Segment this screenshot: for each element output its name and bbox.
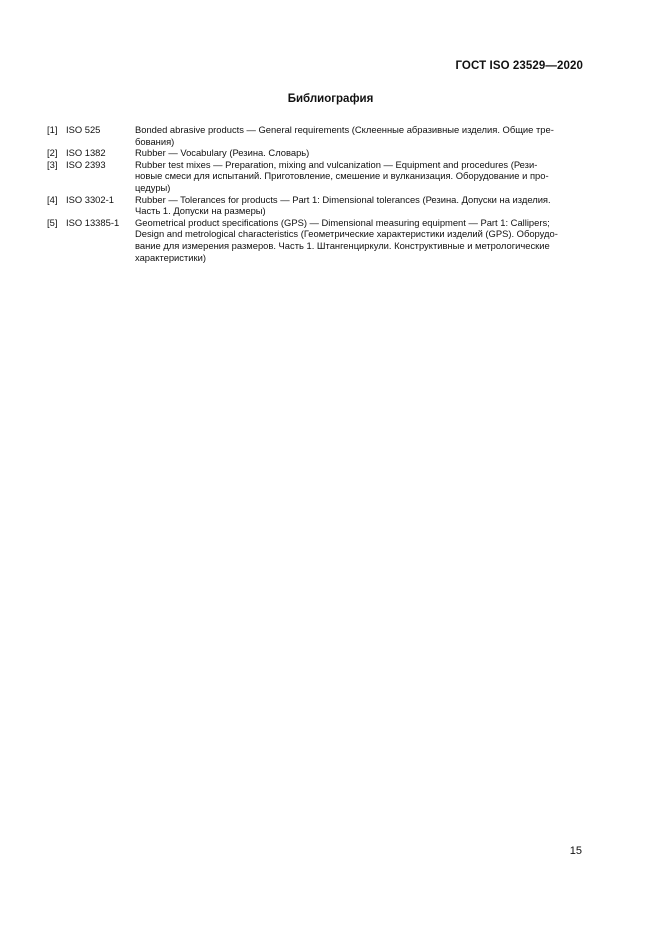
entry-title: Rubber test mixes — Preparation, mixing and vulcanization — Equipment and procedures (Рези- новые смеси для испытаний. Приготовление, смешение и вулканизация. Оборудование и про- цедуры) — [135, 158, 549, 193]
bibliography-list — [47, 124, 583, 263]
bibliography-entry — [47, 159, 583, 194]
entry-title: Rubber — Vocabulary (Резина. Словарь) — [135, 147, 310, 159]
document-code-header: ГОСТ ISO 23529—2020 — [455, 60, 583, 72]
entry-number: [3] — [47, 158, 58, 170]
bibliography-entry — [47, 194, 583, 217]
page-number: 15 — [569, 845, 582, 857]
bibliography-entry — [47, 217, 583, 263]
entry-number: [1] — [47, 124, 58, 135]
entry-number: [5] — [47, 216, 58, 228]
entry-standard-id: ISO 3302-1 — [66, 193, 114, 205]
entry-title: Rubber — Tolerances for products — Part 1: Dimensional tolerances (Резина. Допуски на изделия. Часть 1. Допуски на размеры) — [135, 193, 551, 217]
entry-number: [2] — [47, 147, 58, 159]
entry-number: [4] — [47, 193, 58, 205]
entry-standard-id: ISO 525 — [66, 124, 101, 135]
entry-standard-id: ISO 1382 — [66, 147, 106, 159]
bibliography-entry — [47, 124, 583, 147]
entry-standard-id: ISO 2393 — [66, 158, 106, 170]
entry-title: Bonded abrasive products — General requirements (Склеенные абразивные изделия. Общие тре- бования) — [135, 124, 554, 147]
bibliography-heading: Библиография — [287, 93, 374, 105]
entry-standard-id: ISO 13385-1 — [66, 216, 120, 228]
entry-title: Geometrical product specifications (GPS) — Dimensional measuring equipment — Part 1: Callipers; Design and metrological characteristics (Геометрические характеристики изделий (GPS). Оборудо- вание для измерения размеров. Часть 1. Штангенциркули. Конструктивные и метрологические характеристики) — [135, 216, 558, 263]
bibliography-entry — [47, 147, 583, 159]
